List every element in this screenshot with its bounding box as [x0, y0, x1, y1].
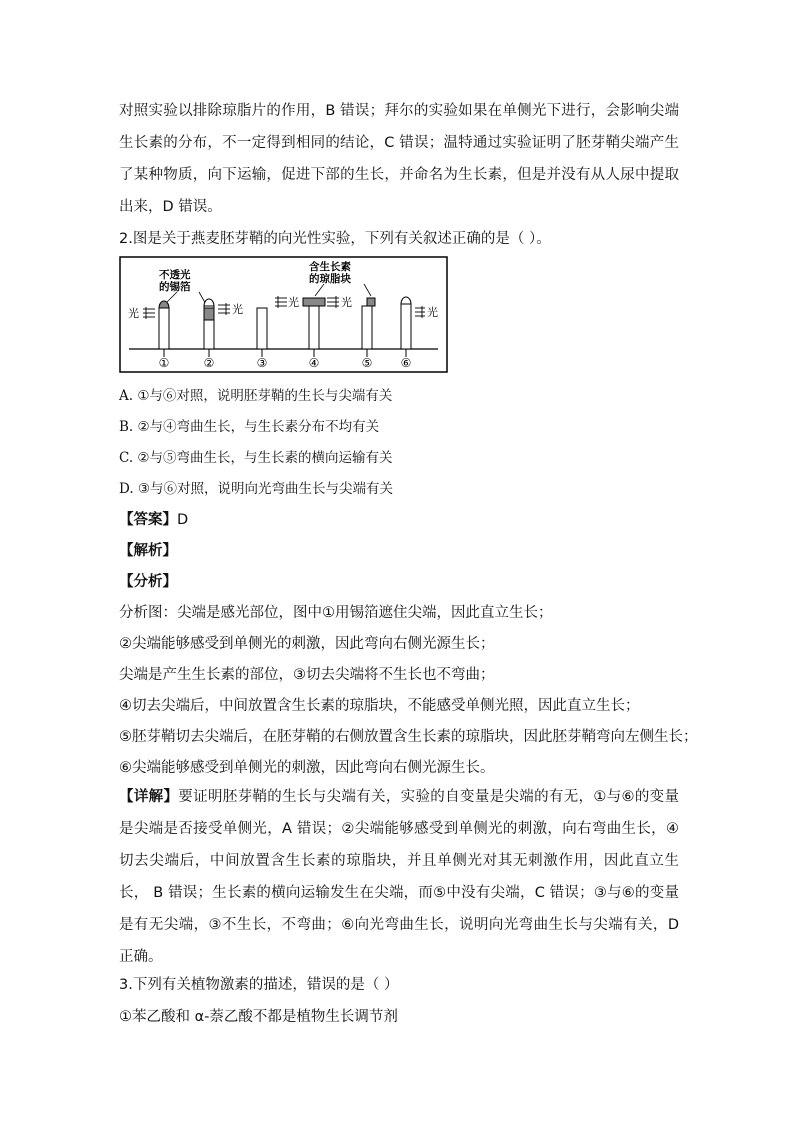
label-4: ④	[308, 356, 320, 370]
analysis-line-5: ⑤胚芽鞘切去尖端后，在胚芽鞘的右侧放置含生长素的琼脂块，因此胚芽鞘弯向左侧生长；	[119, 729, 698, 745]
option-a: A. ①与⑥对照，说明胚芽鞘的生长与尖端有关	[119, 388, 393, 404]
detail-paragraph: 【详解】要证明胚芽鞘的生长与尖端有关，实验的自变量是尖端的有无，①与⑥的变量是尖端是否接受单侧光，A 错误；②尖端能够感受到单侧光的刺激，向右弯曲生长，④切去尖端后，中间放置含生长素的琼脂块，并且单侧光对其无刺激作用，因此直立生长， B 错误；生长素的横向运输发生在尖端，而⑤中没有尖端，C 错误；③与⑥的变量是有无尖端，③不生长，不弯曲；⑥向光弯曲生长，说明向光弯曲生长与尖端有关，D 正确。	[119, 789, 679, 965]
option-d: D. ③与⑥对照，说明向光弯曲生长与尖端有关	[119, 481, 394, 497]
prev-answer-explanation: 对照实验以排除琼脂片的作用，B 错误；拜尔的实验如果在单侧光下进行，会影响尖端生长素的分布，不一定得到相同的结论，C 错误；温特通过实验证明了胚芽鞘尖端产生了某种物质，向下运输，促进下部的生长，并命名为生长素，但是并没有从人尿中提取出来，D 错误。	[119, 103, 679, 215]
foil-label-line1: 不透光	[159, 269, 191, 281]
agar-label-line1: 含生长素	[309, 261, 351, 273]
light-label-4b: 光	[341, 296, 352, 309]
label-3: ③	[256, 356, 268, 370]
answer-line: 【答案】D	[119, 512, 189, 528]
option-b: B. ②与④弯曲生长，与生长素分布不均有关	[119, 419, 380, 435]
question-2-stem: 2.图是关于燕麦胚芽鞘的向光性实验，下列有关叙述正确的是（ ）。	[119, 231, 551, 247]
label-2: ②	[203, 356, 215, 370]
label-5: ⑤	[361, 356, 373, 370]
light-label-2: 光	[232, 303, 243, 316]
light-label-4a: 光	[288, 296, 299, 309]
analysis-line-2: ②尖端能够感受到单侧光的刺激，因此弯向右侧光源生长；	[119, 636, 495, 652]
question-3-item-1: ①苯乙酸和 α-萘乙酸不都是植物生长调节剂	[119, 1009, 398, 1025]
coleoptile-experiment-figure	[119, 256, 448, 373]
light-label-1: 光	[128, 307, 139, 320]
fenxi-heading: 【分析】	[119, 574, 177, 590]
analysis-heading: 【解析】	[119, 543, 177, 559]
question-3-stem: 3.下列有关植物激素的描述，错误的是（ ）	[119, 977, 399, 993]
label-1: ①	[158, 356, 170, 370]
foil-label-line2: 的锡箔	[159, 281, 191, 293]
option-c: C. ②与⑤弯曲生长，与生长素的横向运输有关	[119, 450, 393, 466]
analysis-line-1: 分析图：尖端是感光部位，图中①用锡箔遮住尖端，因此直立生长；	[119, 605, 553, 621]
analysis-line-4: ④切去尖端后，中间放置含生长素的琼脂块，不能感受单侧光照，因此直立生长；	[119, 698, 640, 714]
label-6: ⑥	[400, 356, 412, 370]
light-label-6: 光	[427, 306, 438, 319]
agar-label-line2: 的琼脂块	[309, 273, 351, 285]
analysis-line-6: ⑥尖端能够感受到单侧光的刺激，因此弯向右侧光源生长。	[119, 760, 495, 776]
analysis-line-3: 尖端是产生生长素的部位，③切去尖端将不生长也不弯曲；	[119, 667, 495, 683]
